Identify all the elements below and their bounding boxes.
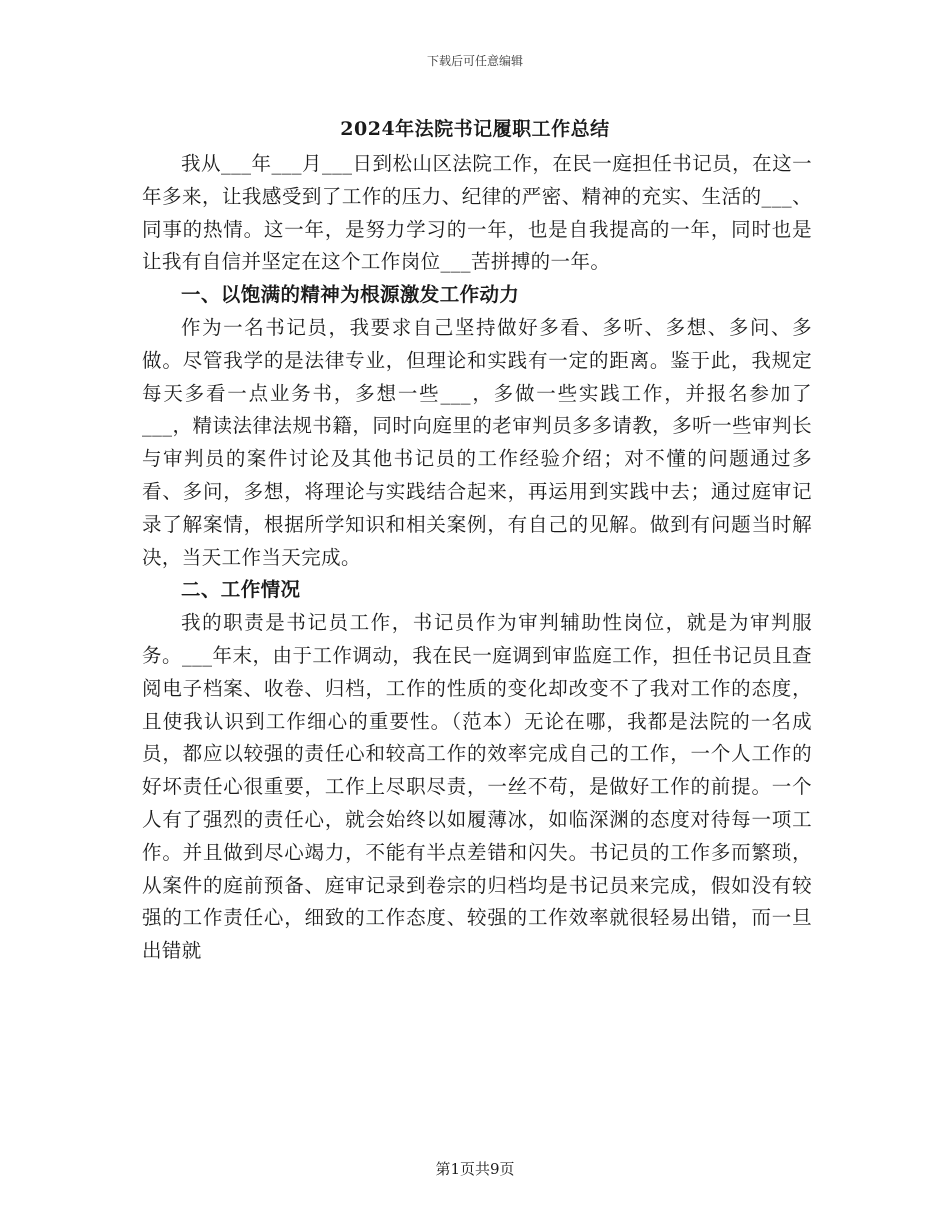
- document-body: [142, 148, 812, 968]
- page-number: 第1页共9页: [435, 1160, 515, 1178]
- paragraph-section-1: 作为一名书记员，我要求自己坚持做好多看、多听、多想、多问、多做。尽管我学的是法律专业，但理论和实践有一定的距离。鉴于此，我规定每天多看一点业务书，多想一些___，多做一些实践工作，并报名参加了___，精读法律法规书籍，同时向庭里的老审判员多多请教，多听一些审判长与审判员的案件讨论及其他书记员的工作经验介绍；对不懂的问题通过多看、多问，多想，将理论与实践结合起来，再运用到实践中去；通过庭审记录了解案情，根据所学知识和相关案例，有自己的见解。做到有问题当时解决，当天工作当天完成。: [142, 315, 812, 569]
- paragraph-intro: 我从___年___月___日到松山区法院工作，在民一庭担任书记员，在这一年多来，让我感受到了工作的压力、纪律的严密、精神的充实、生活的___、同事的热情。这一年，是努力学习的一年，也是自我提高的一年，同时也是让我有自信并坚定在这个工作岗位___苦拼搏的一年。: [142, 152, 812, 274]
- document-title: 2024年法院书记履职工作总结: [340, 118, 610, 140]
- section-heading-1: 一、以饱满的精神为根源激发工作动力: [181, 283, 520, 307]
- paragraph-section-2: 我的职责是书记员工作，书记员作为审判辅助性岗位，就是为审判服务。___年末，由于工作调动，我在民一庭调到审监庭工作，担任书记员且查阅电子档案、收卷、归档，工作的性质的变化却改变不了我对工作的态度，且使我认识到工作细心的重要性。（范本）无论在哪，我都是法院的一名成员，都应以较强的责任心和较高工作的效率完成自己的工作，一个人工作的好坏责任心很重要，工作上尽职尽责，一丝不苟，是做好工作的前提。一个人有了强烈的责任心，就会始终以如履薄冰，如临深渊的态度对待每一项工作。并且做到尽心竭力，不能有半点差错和闪失。书记员的工作多而繁琐，从案件的庭前预备、庭审记录到卷宗的归档均是书记员来完成，假如没有较强的工作责任心，细致的工作态度、较强的工作效率就很轻易出错，而一旦出错就: [142, 611, 812, 963]
- page-header-note: 下载后可任意编辑: [426, 54, 523, 68]
- section-heading-2: 二、工作情况: [181, 578, 301, 602]
